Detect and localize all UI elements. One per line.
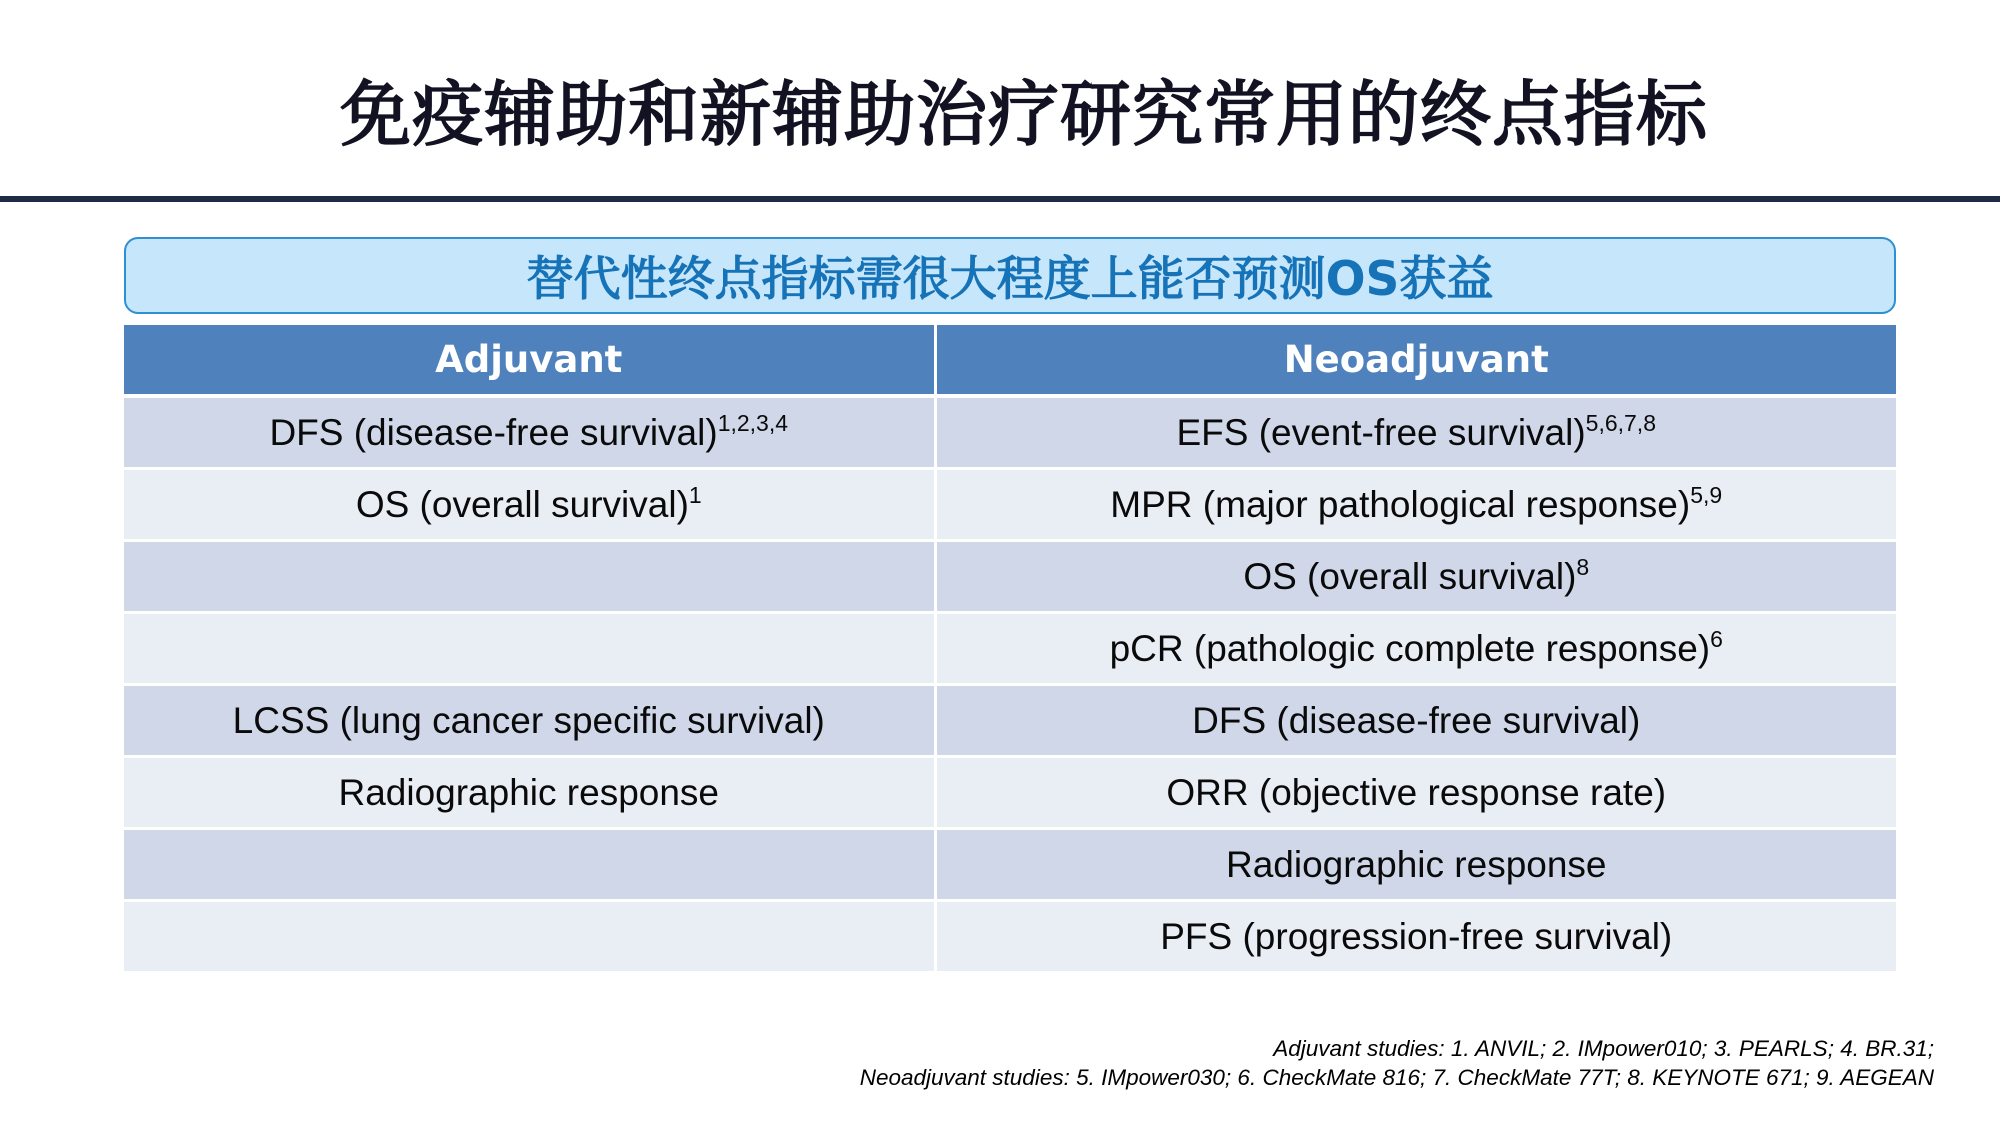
neoadjuvant-cell xyxy=(935,829,1896,901)
cell-reference: 1,2,3,4 xyxy=(717,409,789,436)
cell-reference: 8 xyxy=(1576,553,1590,580)
neoadjuvant-cell xyxy=(935,901,1896,973)
cell-text: Radiographic response xyxy=(1225,843,1607,885)
neoadjuvant-cell xyxy=(935,613,1896,685)
adjuvant-cell xyxy=(124,757,935,829)
table-row xyxy=(124,396,1896,469)
cell-reference: 6 xyxy=(1710,625,1723,652)
footnote-neoadjuvant: Neoadjuvant studies: 5. IMpower030; 6. CheckMate 816; 7. CheckMate 77T; 8. KEYNOTE 671; 9. AEGEAN xyxy=(859,1065,1934,1090)
table-row xyxy=(124,469,1896,541)
adjuvant-cell xyxy=(124,829,935,901)
header-neoadjuvant: Neoadjuvant xyxy=(935,325,1896,396)
footnote-adjuvant: Adjuvant studies: 1. ANVIL; 2. IMpower010; 3. PEARLS; 4. BR.31; xyxy=(1273,1036,1934,1061)
footnotes xyxy=(860,1034,1934,1092)
endpoints-table xyxy=(124,325,1896,974)
adjuvant-cell xyxy=(124,613,935,685)
cell-text: OS (overall survival) xyxy=(355,483,689,525)
neoadjuvant-cell xyxy=(935,396,1896,469)
adjuvant-cell xyxy=(124,901,935,973)
adjuvant-cell xyxy=(124,685,935,757)
cell-text: DFS (disease-free survival) xyxy=(1192,699,1641,741)
cell-text: LCSS (lung cancer specific survival) xyxy=(232,699,825,741)
cell-text: MPR (major pathological response) xyxy=(1110,483,1691,525)
table-row xyxy=(124,613,1896,685)
cell-text: Radiographic response xyxy=(338,771,719,813)
neoadjuvant-cell xyxy=(935,685,1896,757)
cell-reference: 5,9 xyxy=(1690,481,1723,508)
cell-text: pCR (pathologic complete response) xyxy=(1109,627,1711,669)
cell-reference: 5,6,7,8 xyxy=(1585,409,1656,436)
table-row xyxy=(124,685,1896,757)
adjuvant-cell xyxy=(124,541,935,613)
neoadjuvant-cell xyxy=(935,757,1896,829)
cell-text: PFS (progression-free survival) xyxy=(1160,915,1673,957)
title-divider xyxy=(0,196,2000,202)
table-row xyxy=(124,757,1896,829)
subtitle-banner xyxy=(124,237,1896,314)
cell-text: ORR (objective response rate) xyxy=(1166,771,1667,813)
adjuvant-cell xyxy=(124,469,935,541)
neoadjuvant-cell xyxy=(935,541,1896,613)
cell-text: EFS (event-free survival) xyxy=(1176,411,1586,453)
cell-reference: 1 xyxy=(688,481,702,508)
table-row xyxy=(124,541,1896,613)
slide-title: 免疫辅助和新辅助治疗研究常用的终点指标 xyxy=(339,73,1708,156)
neoadjuvant-cell xyxy=(935,469,1896,541)
header-adjuvant: Adjuvant xyxy=(124,325,935,396)
cell-text: OS (overall survival) xyxy=(1243,555,1577,597)
table-header-row xyxy=(124,325,1896,396)
table-row xyxy=(124,901,1896,973)
cell-text: DFS (disease-free survival) xyxy=(269,411,718,453)
subtitle-text: 替代性终点指标需很大程度上能否预测OS获益 xyxy=(526,252,1494,307)
adjuvant-cell xyxy=(124,396,935,469)
table-row xyxy=(124,829,1896,901)
